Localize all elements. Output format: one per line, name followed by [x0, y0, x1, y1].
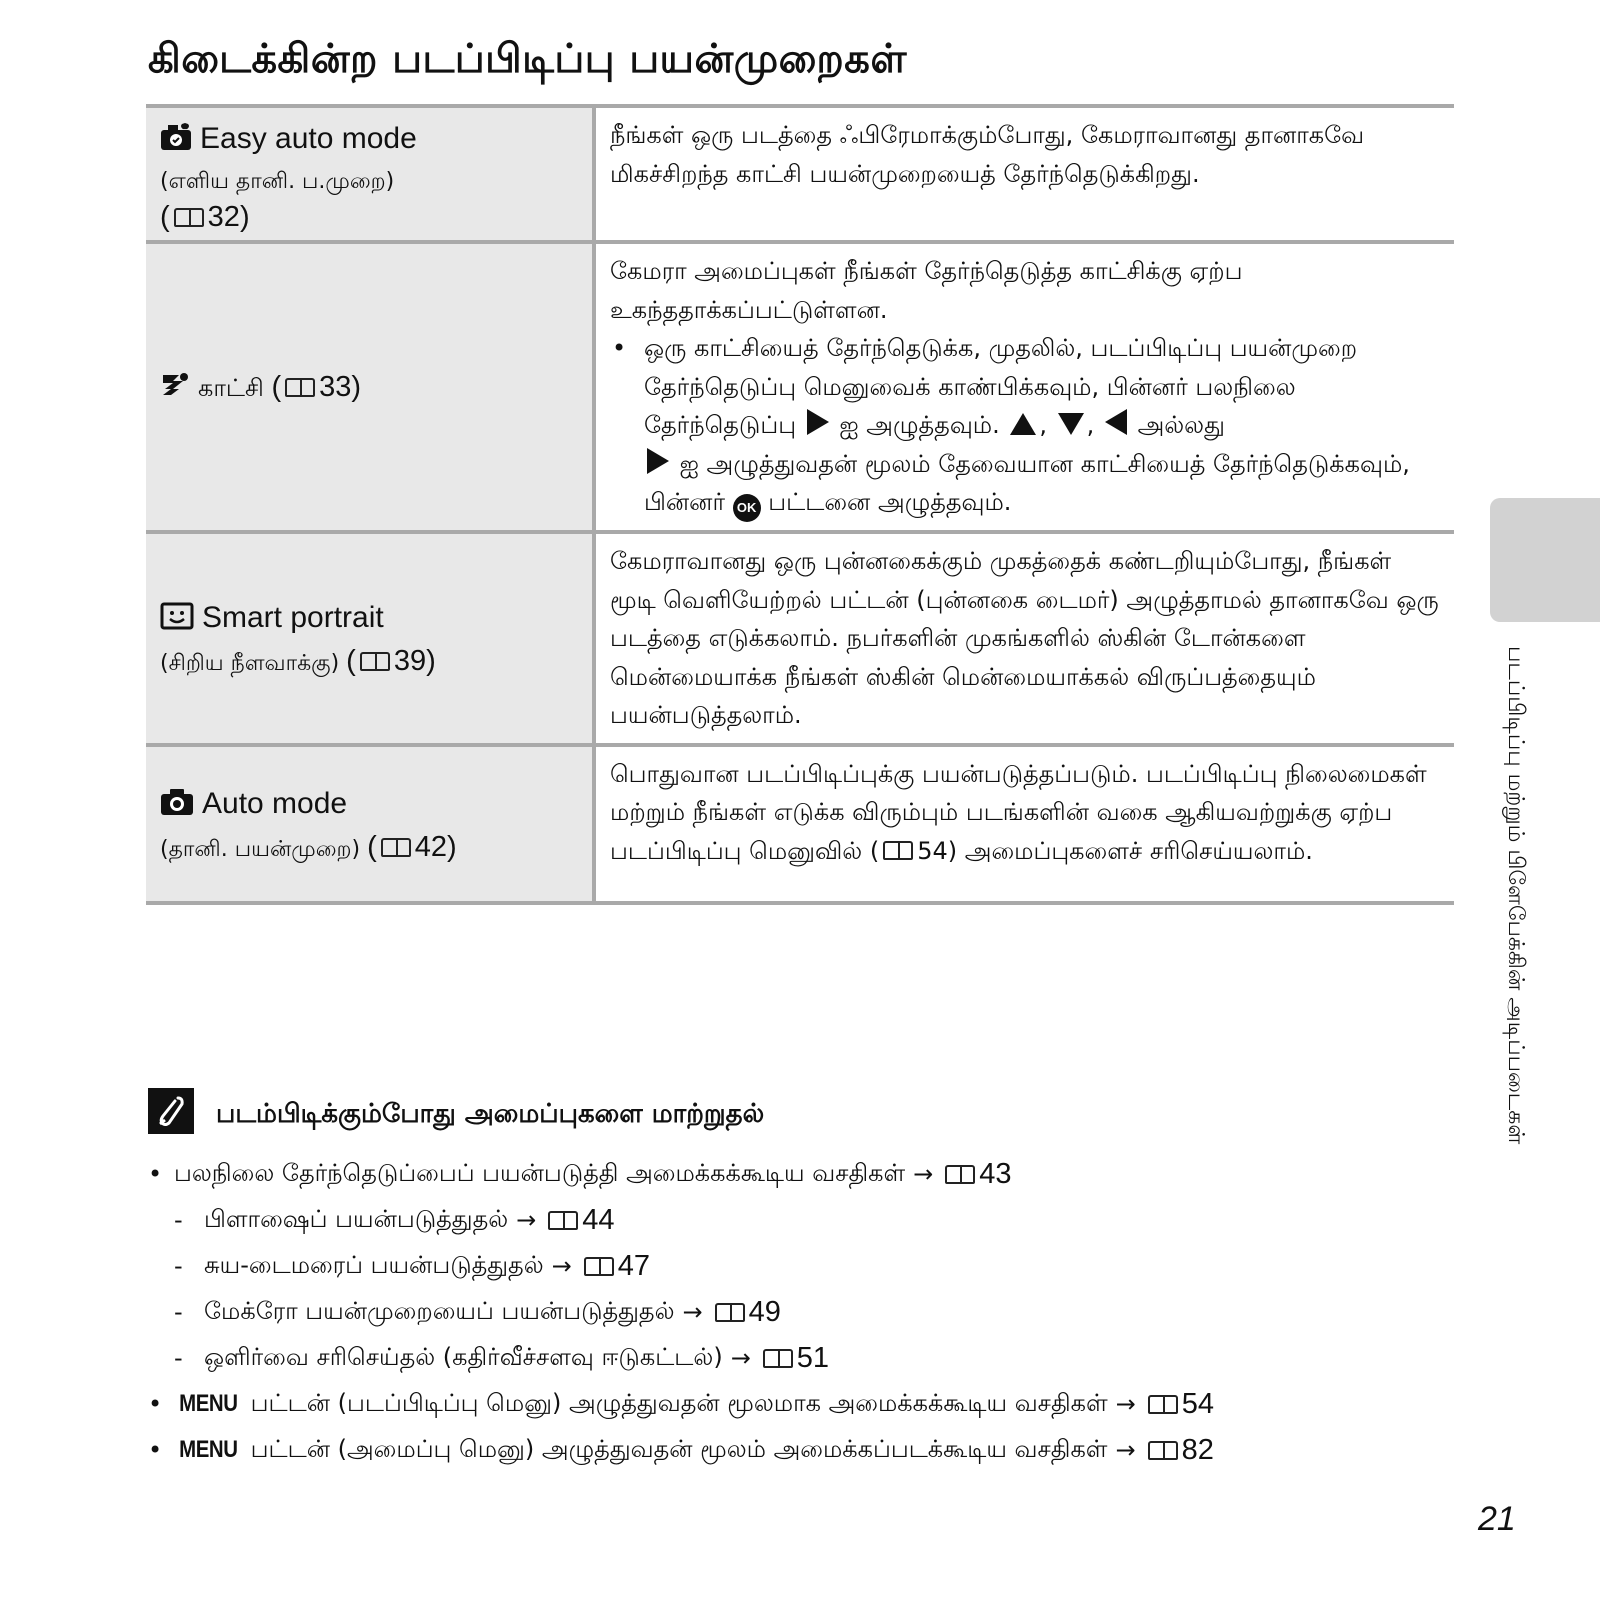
page-number: 21: [1478, 1500, 1516, 1538]
scene-icon: [160, 370, 190, 412]
mode-description: நீங்கள் ஒரு படத்தை ஃபிரேமாக்கும்போது, கேமராவானது தானாகவே மிகச்சிறந்த காட்சி பயன்முறையைத் தேர்ந்தெடுக்கிறது.: [594, 106, 1454, 242]
book-icon: [360, 652, 390, 671]
easy-auto-icon: [160, 121, 192, 163]
mode-description: கேமரா அமைப்புகள் நீங்கள் தேர்ந்தெடுத்த காட்சிக்கு ஏற்ப உகந்ததாக்கப்பட்டுள்ளன. • ஒரு காட்சியைத் தேர்ந்தெடுக்க, முதலில், படப்பிடிப்பு பயன்முறை தேர்ந்தெடுப்பு மெனுவைக் காண்பிக்கவும், பின்னர் பலநிலை தேர்ந்தெடுப்பு ஐ அழுத்தவும். , , அல்லது ஐ அழுத்துவதன் மூலம் தேவையான காட்சியைத் தேர்ந்தெடுக்கவும், பின்னர் OK பட்டனை அழுத்தவும்.: [594, 242, 1454, 532]
mode-name: காட்சி: [198, 374, 264, 402]
mode-cell: [146, 532, 594, 745]
mode-subtitle: (எளிய தானி. ப.முறை): [160, 169, 395, 194]
page-ref: ( 33): [271, 371, 362, 403]
list-item: • பலநிலை தேர்ந்தெடுப்பைப் பயன்படுத்தி அமைக்கக்கூடிய வசதிகள் → 43: [148, 1157, 1012, 1190]
book-icon: [381, 838, 411, 857]
arrow-icon: →: [1115, 1390, 1136, 1418]
shooting-modes-table: [146, 104, 1454, 905]
table-row: [146, 242, 1454, 532]
table-row: [146, 532, 1454, 745]
list-item: - மேக்ரோ பயன்முறையைப் பயன்படுத்துதல் → 49: [174, 1295, 781, 1328]
right-triangle-icon: [807, 409, 829, 435]
tip-box: [148, 1085, 1448, 1473]
section-tab: [1490, 498, 1600, 622]
list-item: • MENU பட்டன் (படப்பிடிப்பு மெனு) அழுத்துவதன் மூலமாக அமைக்கக்கூடிய வசதிகள் → 54: [148, 1387, 1215, 1420]
mode-cell: [146, 242, 594, 532]
mode-cell: [146, 745, 594, 903]
ok-button-icon: OK: [733, 494, 761, 522]
book-icon: [548, 1211, 578, 1230]
mode-subtitle: (தானி. பயன்முறை): [160, 836, 361, 862]
list-item: • MENU பட்டன் (அமைப்பு மெனு) அழுத்துவதன் மூலம் அமைக்கப்படக்கூடிய வசதிகள் → 82: [148, 1433, 1214, 1466]
arrow-icon: →: [730, 1344, 751, 1372]
list-item: • ஒரு காட்சியைத் தேர்ந்தெடுக்க, முதலில், படப்பிடிப்பு பயன்முறை தேர்ந்தெடுப்பு மெனுவைக் காண்பிக்கவும், பின்னர் பலநிலை தேர்ந்தெடுப்பு ஐ அழுத்தவும். , , அல்லது ஐ அழுத்துவதன் மூலம் தேவையான காட்சியைத் தேர்ந்தெடுக்கவும், பின்னர் OK பட்டனை அழுத்தவும்.: [610, 329, 1444, 522]
arrow-icon: →: [516, 1206, 537, 1234]
mode-subtitle: (சிறிய நீளவாக்கு): [160, 651, 340, 677]
list-item: - சுய-டைமரைப் பயன்படுத்துதல் → 47: [174, 1249, 650, 1282]
down-triangle-icon: [1058, 413, 1084, 435]
note-pencil-icon: [148, 1088, 194, 1134]
mode-name: Smart portrait: [202, 601, 384, 635]
mode-name: Easy auto mode: [200, 122, 417, 155]
list-item: - ஒளிர்வை சரிசெய்தல் (கதிர்வீச்சளவு ஈடுகட்டல்) → 51: [174, 1341, 830, 1374]
arrow-icon: →: [913, 1160, 934, 1188]
mode-name: Auto mode: [202, 786, 348, 820]
table-row: [146, 106, 1454, 242]
list-item: - பிளாஷைப் பயன்படுத்துதல் → 44: [174, 1203, 615, 1236]
book-icon: [715, 1303, 745, 1322]
side-section-label: படப்பிடிப்பு மற்றும் பிளேபேக்கின் அடிப்படைகள்: [1503, 646, 1528, 1145]
book-icon: [285, 378, 315, 397]
mode-description: பொதுவான படப்பிடிப்புக்கு பயன்படுத்தப்படும். படப்பிடிப்பு நிலைமைகள் மற்றும் நீங்கள் எடுக்க விரும்பும் படங்களின் வகை ஆகியவற்றுக்கு ஏற்ப படப்பிடிப்பு மெனுவில் ( 54) அமைப்புகளைச் சரிசெய்யலாம்.: [594, 745, 1454, 903]
auto-camera-icon: [160, 786, 194, 828]
smart-portrait-icon: [160, 600, 194, 642]
tip-title: படம்பிடிக்கும்போது அமைப்புகளை மாற்றுதல்: [216, 1098, 765, 1129]
page-ref: ( 32): [160, 201, 250, 233]
book-icon: [883, 841, 913, 860]
book-icon: [584, 1257, 614, 1276]
arrow-icon: →: [682, 1298, 703, 1326]
mode-description: கேமராவானது ஒரு புன்னகைக்கும் முகத்தைக் கண்டறியும்போது, நீங்கள் மூடி வெளியேற்றல் பட்டன் (புன்னகை டைமர்) அழுத்தாமல் தானாகவே ஒரு படத்தை எடுக்கலாம். நபர்களின் முகங்களில் ஸ்கின் டோன்களை மென்மையாக்க நீங்கள் ஸ்கின் மென்மையாக்கல் விருப்பத்தையும் பயன்படுத்தலாம்.: [594, 532, 1454, 745]
tip-list: [148, 1151, 1448, 1473]
book-icon: [1148, 1395, 1178, 1414]
up-triangle-icon: [1010, 413, 1036, 435]
book-icon: [945, 1165, 975, 1184]
table-row: [146, 745, 1454, 903]
mode-cell: [146, 106, 594, 242]
arrow-icon: →: [1115, 1436, 1136, 1464]
menu-button-label: MENU: [179, 1436, 238, 1463]
page-ref: ( 39): [346, 645, 436, 678]
left-triangle-icon: [1105, 409, 1127, 435]
menu-button-label: MENU: [179, 1390, 238, 1417]
right-triangle-icon: [647, 448, 669, 474]
page-ref: ( 42): [367, 830, 457, 863]
page-title: கிடைக்கின்ற படப்பிடிப்பு பயன்முறைகள்: [148, 36, 907, 82]
book-icon: [1148, 1441, 1178, 1460]
arrow-icon: →: [551, 1252, 572, 1280]
book-icon: [763, 1349, 793, 1368]
book-icon: [174, 208, 204, 227]
